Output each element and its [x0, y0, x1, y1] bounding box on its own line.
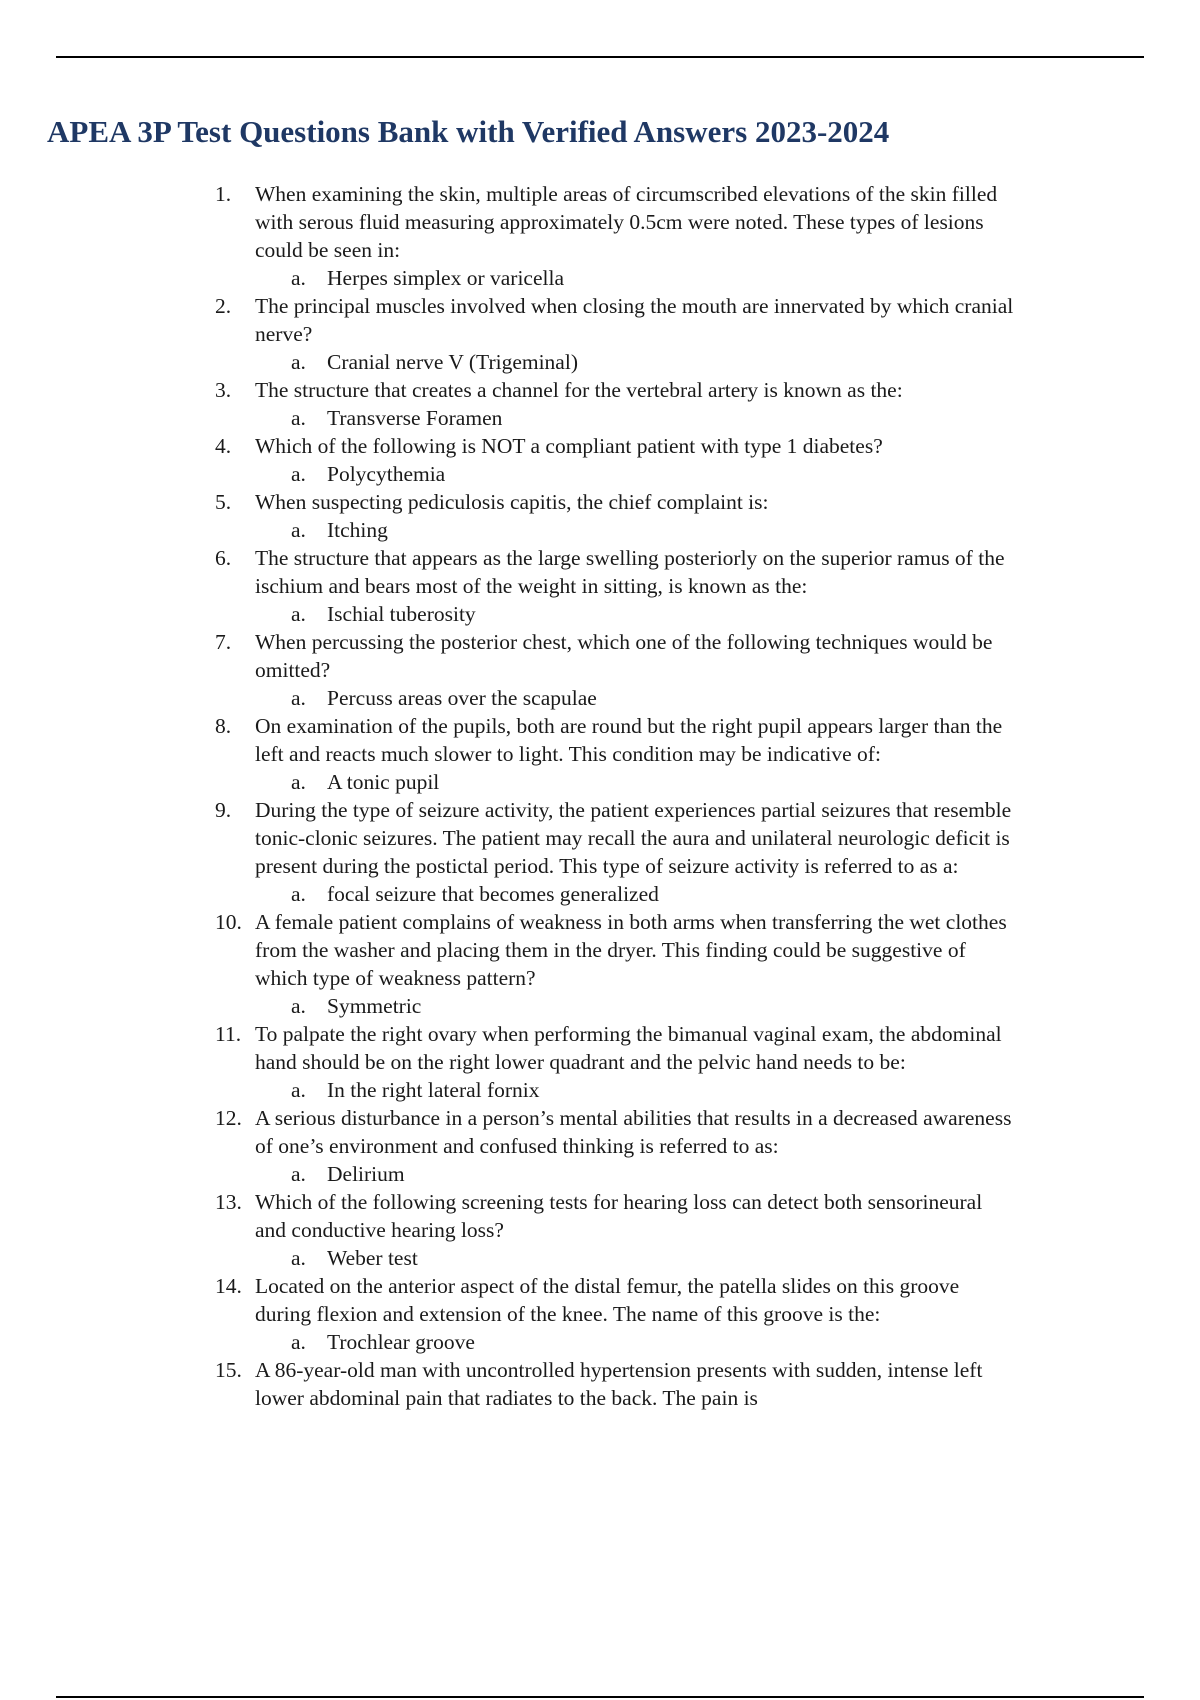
answer-text: A tonic pupil — [327, 770, 440, 794]
question-list — [215, 180, 1015, 1412]
answer-text: In the right lateral fornix — [327, 1078, 540, 1102]
question-number: 6. — [215, 546, 232, 570]
answer-letter: a. — [291, 518, 306, 542]
question-number: 2. — [215, 294, 232, 318]
answer-letter: a. — [291, 1330, 306, 1354]
question-item-9 — [215, 796, 1015, 908]
answer-letter: a. — [291, 1078, 306, 1102]
answer-letter: a. — [291, 602, 306, 626]
question-text: During the type of seizure activity, the patient experiences partial seizures that resemble tonic-clonic seizures. The patient may recall the aura and unilateral neurologic deficit is present during the postictal period. This type of seizure activity is referred to as a: — [255, 798, 1012, 878]
footer-rule — [56, 1696, 1144, 1698]
answer-letter: a. — [291, 406, 306, 430]
question-text: A female patient complains of weakness in both arms when transferring the wet clothes from the washer and placing them in the dryer. This finding could be suggestive of which type of weakness pattern? — [255, 910, 1007, 990]
question-item-6 — [215, 544, 1015, 628]
question-item-13 — [215, 1188, 1015, 1272]
question-number: 13. — [215, 1190, 242, 1214]
question-text: A 86-year-old man with uncontrolled hypertension presents with sudden, intense left lower abdominal pain that radiates to the back. The pain is — [255, 1358, 983, 1410]
question-item-4 — [215, 432, 1015, 488]
answer-letter: a. — [291, 350, 306, 374]
question-number: 12. — [215, 1106, 242, 1130]
question-number: 7. — [215, 630, 232, 654]
question-item-8 — [215, 712, 1015, 796]
question-text: Which of the following is NOT a compliant patient with type 1 diabetes? — [255, 434, 883, 458]
answer-text: Ischial tuberosity — [327, 602, 476, 626]
question-number: 9. — [215, 798, 232, 822]
question-number: 4. — [215, 434, 232, 458]
answer-text: Herpes simplex or varicella — [327, 266, 565, 290]
question-number: 14. — [215, 1274, 242, 1298]
answer-letter: a. — [291, 266, 306, 290]
answer-text: Cranial nerve V (Trigeminal) — [327, 350, 578, 374]
answer-letter: a. — [291, 994, 306, 1018]
answer-text: Polycythemia — [327, 462, 446, 486]
question-item-12 — [215, 1104, 1015, 1188]
answer-letter: a. — [291, 686, 306, 710]
question-number: 11. — [215, 1022, 242, 1046]
answer-text: focal seizure that becomes generalized — [327, 882, 659, 906]
answer-text: Weber test — [327, 1246, 418, 1270]
question-number: 8. — [215, 714, 232, 738]
answer-text: Trochlear groove — [327, 1330, 475, 1354]
question-text: On examination of the pupils, both are round but the right pupil appears larger than the left and reacts much slower to light. This condition may be indicative of: — [255, 714, 1003, 766]
question-text: When percussing the posterior chest, which one of the following techniques would be omitted? — [255, 630, 993, 682]
question-text: Located on the anterior aspect of the distal femur, the patella slides on this groove during flexion and extension of the knee. The name of this groove is the: — [255, 1274, 960, 1326]
answer-letter: a. — [291, 1162, 306, 1186]
question-number: 5. — [215, 490, 232, 514]
answer-text: Percuss areas over the scapulae — [327, 686, 597, 710]
question-number: 10. — [215, 910, 242, 934]
question-item-3 — [215, 376, 1015, 432]
question-number: 3. — [215, 378, 232, 402]
answer-letter: a. — [291, 770, 306, 794]
answer-text: Itching — [327, 518, 388, 542]
question-item-11 — [215, 1020, 1015, 1104]
answer-text: Transverse Foramen — [327, 406, 503, 430]
question-item-7 — [215, 628, 1015, 712]
question-item-15 — [215, 1356, 1015, 1412]
question-text: The structure that appears as the large swelling posteriorly on the superior ramus of the ischium and bears most of the weight in sitting, is known as the: — [255, 546, 1005, 598]
question-text: The principal muscles involved when closing the mouth are innervated by which cranial nerve? — [255, 294, 1014, 346]
question-text: A serious disturbance in a person’s mental abilities that results in a decreased awareness of one’s environment and confused thinking is referred to as: — [255, 1106, 1012, 1158]
answer-text: Symmetric — [327, 994, 422, 1018]
question-item-14 — [215, 1272, 1015, 1356]
answer-letter: a. — [291, 1246, 306, 1270]
document-title: APEA 3P Test Questions Bank with Verified Answers 2023-2024 — [47, 114, 890, 149]
question-number: 1. — [215, 182, 232, 206]
answer-text: Delirium — [327, 1162, 405, 1186]
header-rule — [56, 56, 1144, 58]
question-item-5 — [215, 488, 1015, 544]
question-text: When suspecting pediculosis capitis, the chief complaint is: — [255, 490, 769, 514]
answer-letter: a. — [291, 882, 306, 906]
question-item-10 — [215, 908, 1015, 1020]
question-item-2 — [215, 292, 1015, 376]
question-text: Which of the following screening tests for hearing loss can detect both sensorineural and conductive hearing loss? — [255, 1190, 983, 1242]
question-text: When examining the skin, multiple areas of circumscribed elevations of the skin filled with serous fluid measuring approximately 0.5cm were noted. These types of lesions could be seen in: — [255, 182, 998, 262]
question-number: 15. — [215, 1358, 242, 1382]
question-text: To palpate the right ovary when performing the bimanual vaginal exam, the abdominal hand should be on the right lower quadrant and the pelvic hand needs to be: — [255, 1022, 1002, 1074]
question-text: The structure that creates a channel for the vertebral artery is known as the: — [255, 378, 903, 402]
answer-letter: a. — [291, 462, 306, 486]
question-item-1 — [215, 180, 1015, 292]
